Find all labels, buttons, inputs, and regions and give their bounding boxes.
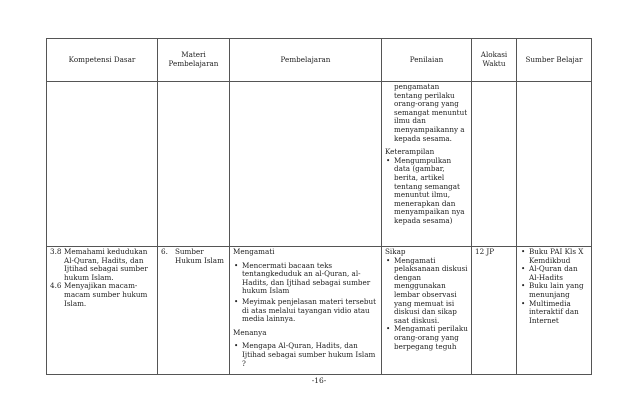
list-item: • Mengumpulkan data (gambar, berita, artikel tentang semangat menuntut ilmu, menerapkan dan menyampaikan nya kepada sesama): [394, 157, 468, 226]
syllabus-table: [46, 38, 592, 375]
list-item: • Mencermati bacaan teks tentangkeduduk an al-Quran, al-Hadits, dan Ijtihad sebagai sumber hukum Islam: [242, 262, 378, 296]
kd-text: Memahami kedudukan Al-Quran, Hadits, dan Ijtihad sebagai sumber hukum Islam.: [64, 247, 148, 282]
materi-number: 6.: [161, 247, 168, 256]
header-alokasi-waktu: Alokasi Waktu: [472, 39, 517, 82]
list-item: • Multimedia interaktif dan Internet: [529, 300, 588, 326]
table-row: [47, 82, 592, 247]
sikap-list: [385, 257, 468, 352]
table-header-row: [47, 39, 592, 82]
penilaian-cell: [382, 82, 472, 247]
list-item: • Mengamati pelaksanaan diskusi dengan menggunakan lembar observasi yang memuat isi diskusi dan sikap saat diskusi.: [394, 257, 468, 326]
list-item: • Mengamati perilaku orang-orang yang berpegang teguh: [394, 325, 468, 351]
keterampilan-label: Keterampilan: [385, 147, 435, 157]
kd-text: Menyajikan macam-macam sumber hukum Islam.: [64, 281, 148, 308]
kd-item: [50, 248, 154, 282]
mengamati-list: [233, 262, 378, 324]
kd-number: 3.8: [50, 247, 62, 256]
header-sumber-belajar: Sumber Belajar: [517, 39, 592, 82]
pembelajaran-cell-empty: [230, 82, 382, 247]
header-pembelajaran: Pembelajaran: [230, 39, 382, 82]
penilaian-cell: [382, 247, 472, 375]
mengamati-label: Mengamati: [233, 247, 275, 256]
header-penilaian: Penilaian: [382, 39, 472, 82]
sumber-cell: [517, 247, 592, 375]
sikap-label: Sikap: [385, 247, 406, 256]
materi-text: Sumber Hukum Islam: [175, 247, 224, 265]
menanya-label: Menanya: [233, 327, 267, 337]
list-item: • Buku PAI Kls X Kemdikbud: [529, 248, 588, 265]
penilaian-continuation: pengamatan tentang perilaku orang-orang yang semangat menuntut ilmu dan menyampaikanny a kepada sesama.: [394, 82, 468, 143]
table-row: [47, 247, 592, 375]
materi-cell: [158, 247, 230, 375]
list-item: • Al-Quran dan Al-Hadits: [529, 265, 588, 282]
materi-item: [161, 248, 226, 265]
kd-cell: [47, 247, 158, 375]
list-item: • Buku lain yang menunjang: [529, 282, 588, 299]
kd-item: [50, 282, 154, 308]
header-materi: Materi Pembelajaran: [158, 39, 230, 82]
list-item: • Meyimak penjelasan materi tersebut di atas melalui tayangan vidio atau media lainnya.: [242, 298, 378, 324]
list-item: • Mengapa Al-Quran, Hadits, dan Ijtihad sebagai sumber hukum Islam ?: [242, 342, 378, 368]
sumber-cell-empty: [517, 82, 592, 247]
sumber-list: [520, 248, 588, 325]
alokasi-cell: 12 JP: [472, 247, 517, 375]
materi-cell-empty: [158, 82, 230, 247]
keterampilan-list: [385, 157, 468, 226]
alokasi-cell-empty: [472, 82, 517, 247]
pembelajaran-cell: [230, 247, 382, 375]
page-number: -16-: [311, 376, 327, 385]
kd-number: 4.6: [50, 281, 62, 291]
kd-cell-empty: [47, 82, 158, 247]
header-kompetensi-dasar: Kompetensi Dasar: [47, 39, 158, 82]
menanya-list: [233, 342, 378, 368]
